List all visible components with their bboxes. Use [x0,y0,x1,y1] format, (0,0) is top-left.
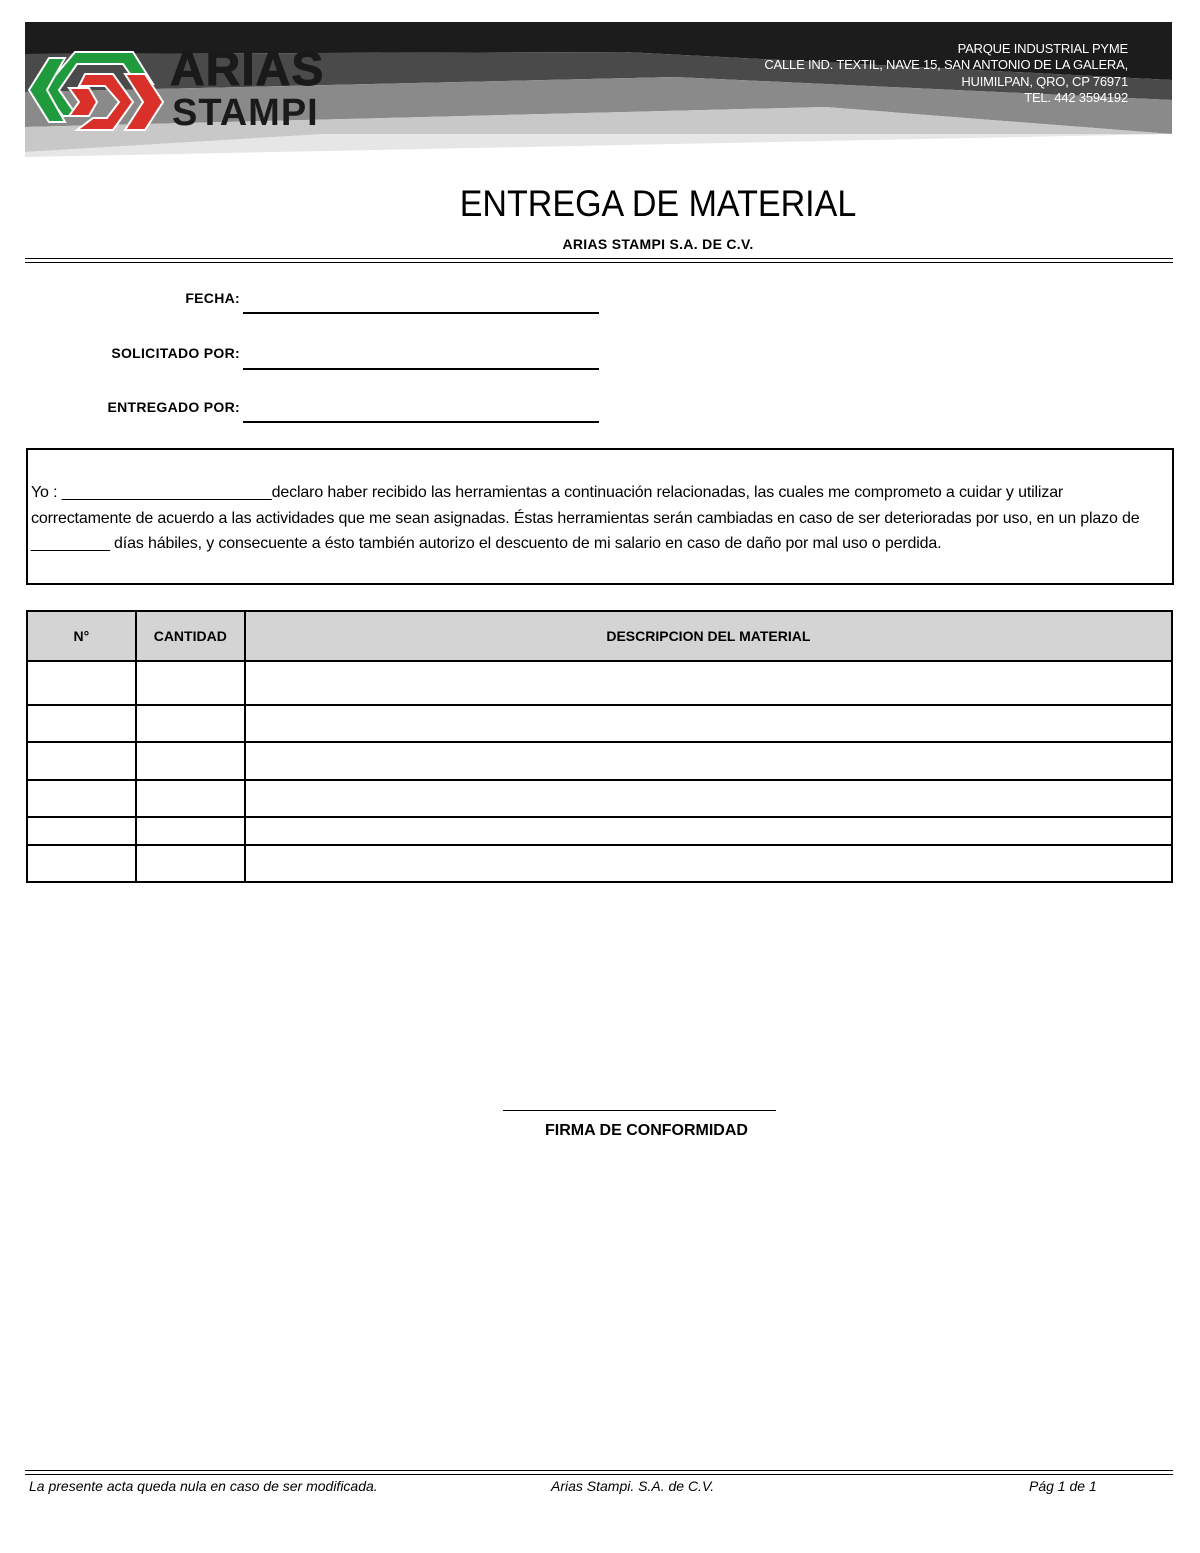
table-row [27,845,1172,882]
address-line1: PARQUE INDUSTRIAL PYME [957,41,1128,56]
description-cell[interactable] [245,661,1172,705]
number-cell[interactable] [27,742,136,780]
material-table [26,610,1173,883]
table-row [27,742,1172,780]
col-description-header: DESCRIPCION DEL MATERIAL [245,611,1172,661]
quantity-cell[interactable] [136,845,245,882]
title-divider-bottom [25,262,1173,263]
brand-name-line1: ARIAS [170,43,325,96]
description-cell[interactable] [245,845,1172,882]
footer-divider-top [25,1470,1173,1471]
date-label: FECHA: [185,290,240,306]
quantity-cell[interactable] [136,780,245,817]
quantity-cell[interactable] [136,817,245,845]
declaration-box [26,448,1174,585]
document-title: ENTREGA DE MATERIAL [459,183,857,224]
address-line3: HUIMILPAN, QRO, CP 76971 [961,74,1128,89]
col-number-header: N° [27,611,136,661]
signature-label: FIRMA DE CONFORMIDAD [545,1122,748,1139]
quantity-cell[interactable] [136,661,245,705]
quantity-cell[interactable] [136,742,245,780]
number-cell[interactable] [27,780,136,817]
signature-line[interactable] [503,1110,776,1111]
number-cell[interactable] [27,817,136,845]
footer-disclaimer: La presente acta queda nula en caso de ser modificada. [29,1478,378,1494]
delivered-by-label: ENTREGADO POR: [107,399,240,415]
description-cell[interactable] [245,780,1172,817]
description-cell[interactable] [245,705,1172,742]
description-cell[interactable] [245,742,1172,780]
phone-number: TEL. 442 3594192 [1024,90,1128,105]
footer-company: Arias Stampi. S.A. de C.V. [551,1478,715,1494]
page-number: Pág 1 de 1 [1029,1478,1097,1494]
company-subtitle: ARIAS STAMPI S.A. DE C.V. [562,236,754,252]
date-field[interactable] [243,312,599,314]
number-cell[interactable] [27,661,136,705]
table-row [27,780,1172,817]
table-row [27,661,1172,705]
number-cell[interactable] [27,845,136,882]
col-quantity-header: CANTIDAD [136,611,245,661]
brand-name-line2: STAMPI [172,92,319,134]
description-cell[interactable] [245,817,1172,845]
footer-divider-bottom [25,1474,1173,1475]
declaration-text: Yo : ________________________declaro haber recibido las herramientas a continuación relacionadas, las cuales me comprometo a cuidar y utilizar correctamente de acuerdo a las actividades que me sean asignadas. Éstas herramientas serán cambiadas en caso de ser deterioradas por uso, en un plazo de _________ días hábiles, y consecuente a ésto también autorizo el descuento de mi salario en caso de daño por mal uso o perdida. [31,484,1140,552]
table-row [27,705,1172,742]
requested-by-field[interactable] [243,368,599,370]
quantity-cell[interactable] [136,705,245,742]
title-divider-top [25,258,1173,259]
table-header-row [27,611,1172,661]
address-line2: CALLE IND. TEXTIL, NAVE 15, SAN ANTONIO DE LA GALERA, [764,57,1128,72]
delivered-by-field[interactable] [243,421,599,423]
number-cell[interactable] [27,705,136,742]
requested-by-label: SOLICITADO POR: [111,345,240,361]
table-row [27,817,1172,845]
company-logo-icon [25,44,165,136]
